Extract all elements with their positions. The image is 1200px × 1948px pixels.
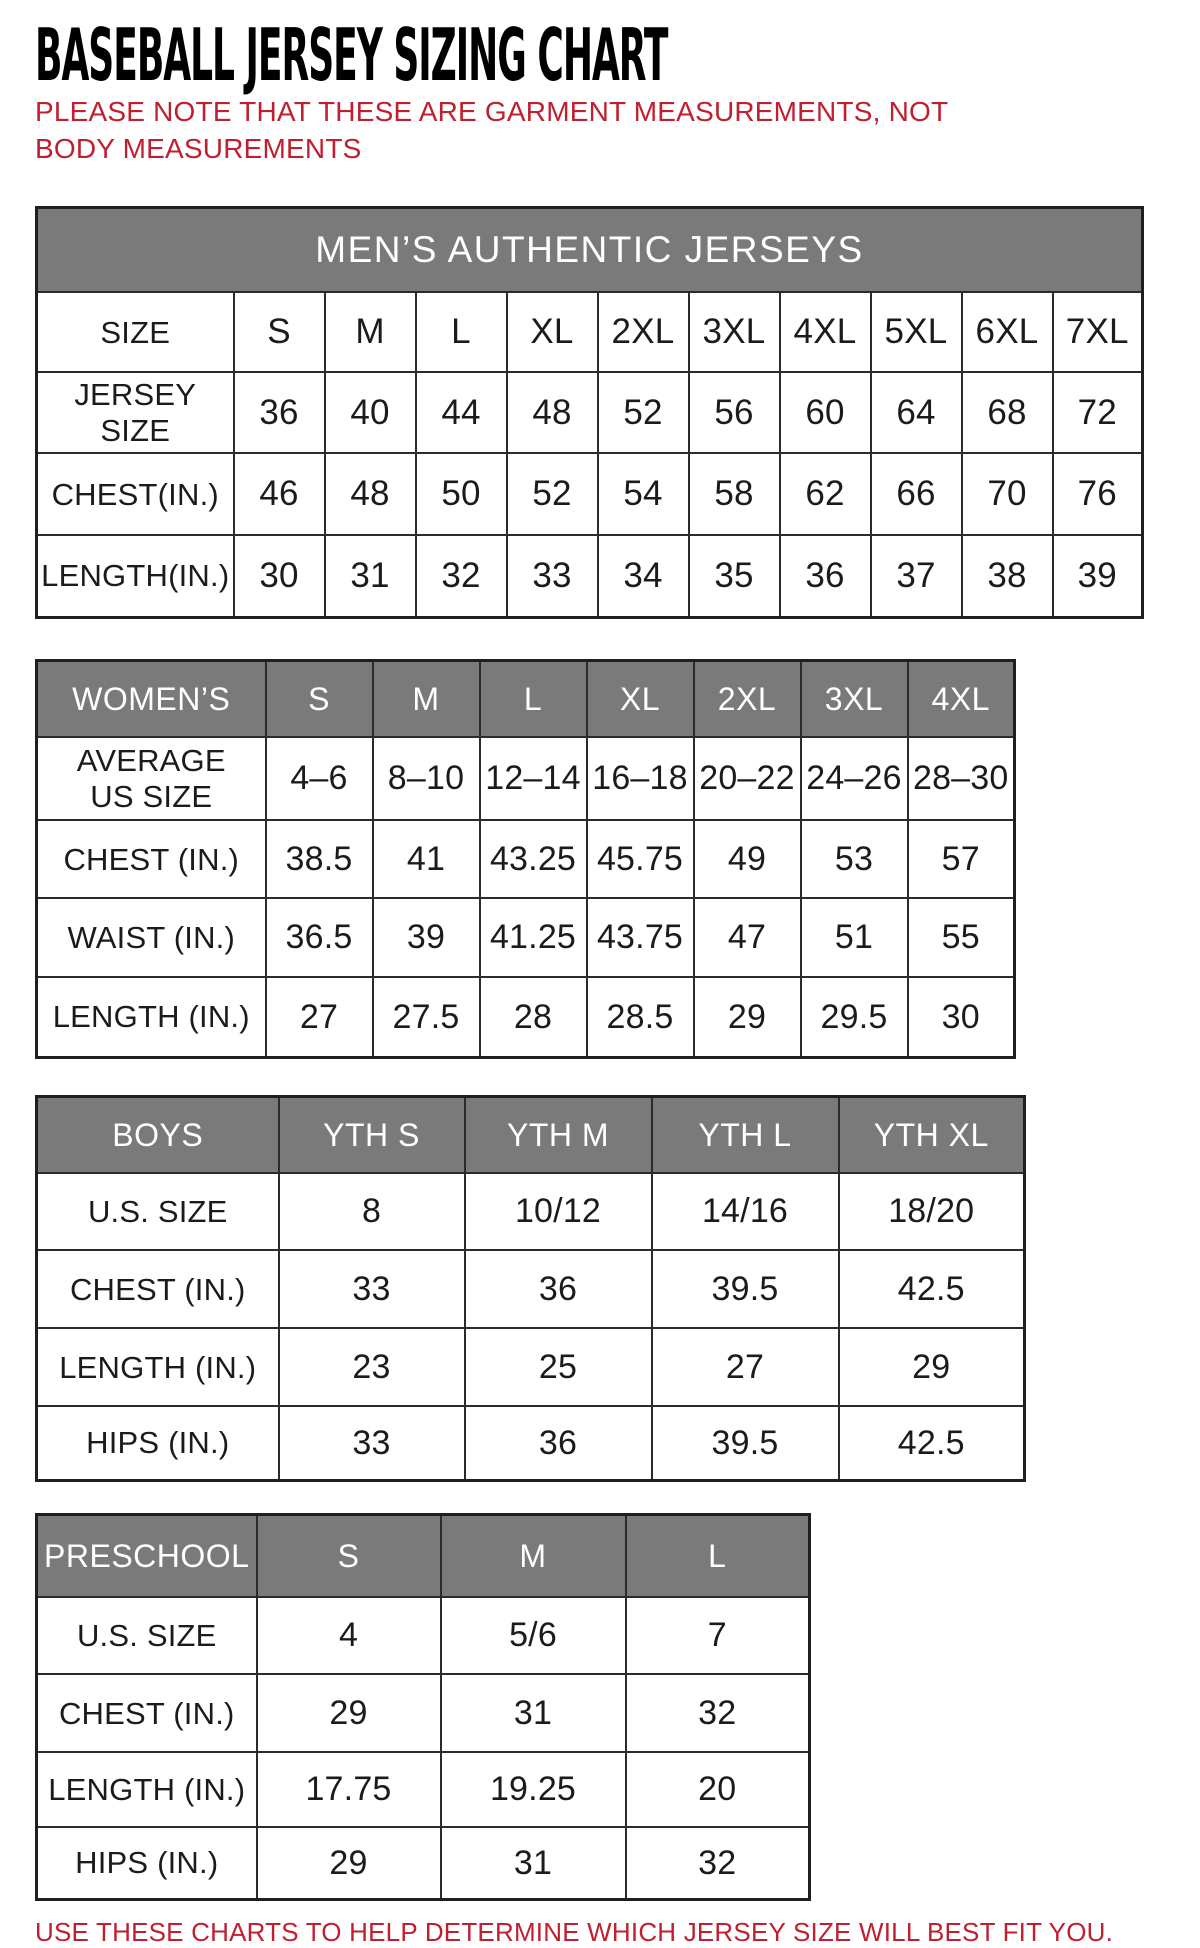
table-cell: 25 xyxy=(465,1328,652,1406)
table-cell: 56 xyxy=(689,372,780,453)
size-column-header: L xyxy=(480,660,587,737)
table-row xyxy=(37,820,1015,898)
size-column-header: 2XL xyxy=(694,660,801,737)
table-cell: 5/6 xyxy=(441,1597,626,1674)
size-column-header: XL xyxy=(587,660,694,737)
table-cell: 47 xyxy=(694,898,801,977)
table-cell: 28–30 xyxy=(908,737,1015,820)
table-cell: 38.5 xyxy=(266,820,373,898)
row-label: LENGTH (IN.) xyxy=(37,977,266,1057)
table-cell: M xyxy=(325,292,416,372)
table-cell: 4 xyxy=(257,1597,441,1674)
table-cell: 62 xyxy=(780,453,871,535)
size-column-header: YTH L xyxy=(652,1096,839,1173)
table-cell: 29 xyxy=(257,1827,441,1899)
table-cell: 30 xyxy=(234,535,325,617)
boys-size-table xyxy=(35,1095,1026,1482)
table-cell: 29.5 xyxy=(801,977,908,1057)
size-column-header: L xyxy=(626,1514,810,1597)
table-cell: 52 xyxy=(507,453,598,535)
table-cell: 5XL xyxy=(871,292,962,372)
table-cell: 16–18 xyxy=(587,737,694,820)
table-cell: 6XL xyxy=(962,292,1053,372)
table-cell: 4–6 xyxy=(266,737,373,820)
table-header-row xyxy=(37,660,1015,737)
table-cell: 38 xyxy=(962,535,1053,617)
table-row xyxy=(37,1597,810,1674)
size-column-header: S xyxy=(266,660,373,737)
table-cell: 14/16 xyxy=(652,1173,839,1250)
row-label: HIPS (IN.) xyxy=(37,1827,257,1899)
table-cell: 23 xyxy=(279,1328,465,1406)
row-label: SIZE xyxy=(37,292,234,372)
table-cell: 36 xyxy=(780,535,871,617)
table-cell: 29 xyxy=(839,1328,1025,1406)
table-cell: 31 xyxy=(325,535,416,617)
table-cell: 44 xyxy=(416,372,507,453)
table-cell: 37 xyxy=(871,535,962,617)
page-title-text: BASEBALL JERSEY SIZING CHART xyxy=(35,13,668,97)
mens-authentic-jerseys-table xyxy=(35,206,1144,619)
table-cell: 43.25 xyxy=(480,820,587,898)
table-cell: 53 xyxy=(801,820,908,898)
table-cell: 7 xyxy=(626,1597,810,1674)
row-label: LENGTH(IN.) xyxy=(37,535,234,617)
row-label: LENGTH (IN.) xyxy=(37,1328,279,1406)
garment-measurement-note: PLEASE NOTE THAT THESE ARE GARMENT MEASUREMENTS, NOT BODY MEASUREMENTS xyxy=(35,96,948,164)
size-column-header: YTH S xyxy=(279,1096,465,1173)
table-row xyxy=(37,1173,1025,1250)
table-cell: 20–22 xyxy=(694,737,801,820)
size-column-header: M xyxy=(373,660,480,737)
table-cell: 68 xyxy=(962,372,1053,453)
table-cell: 33 xyxy=(279,1406,465,1480)
row-label: CHEST (IN.) xyxy=(37,1250,279,1328)
table-cell: 28 xyxy=(480,977,587,1057)
table-row xyxy=(37,453,1143,535)
table-cell: 58 xyxy=(689,453,780,535)
row-label: HIPS (IN.) xyxy=(37,1406,279,1480)
size-column-header: 4XL xyxy=(908,660,1015,737)
row-label: U.S. SIZE xyxy=(37,1173,279,1250)
table-cell: 48 xyxy=(325,453,416,535)
table-cell: 18/20 xyxy=(839,1173,1025,1250)
table-cell: 10/12 xyxy=(465,1173,652,1250)
row-label: LENGTH (IN.) xyxy=(37,1752,257,1827)
table-row xyxy=(37,372,1143,453)
size-column-header: 3XL xyxy=(801,660,908,737)
table-cell: L xyxy=(416,292,507,372)
table-cell: 66 xyxy=(871,453,962,535)
table-cell: 46 xyxy=(234,453,325,535)
table-cell: 40 xyxy=(325,372,416,453)
row-label: WAIST (IN.) xyxy=(37,898,266,977)
table-cell: 48 xyxy=(507,372,598,453)
preschool-header-label: PRESCHOOL xyxy=(37,1514,257,1597)
table-cell: 35 xyxy=(689,535,780,617)
table-cell: 42.5 xyxy=(839,1406,1025,1480)
table-cell: 3XL xyxy=(689,292,780,372)
preschool-size-table xyxy=(35,1513,811,1901)
table-cell: 29 xyxy=(694,977,801,1057)
table-row xyxy=(37,292,1143,372)
table-cell: 8–10 xyxy=(373,737,480,820)
table-row xyxy=(37,1328,1025,1406)
table-cell: 39 xyxy=(373,898,480,977)
table-cell: 4XL xyxy=(780,292,871,372)
size-column-header: M xyxy=(441,1514,626,1597)
table-cell: 39 xyxy=(1053,535,1143,617)
size-column-header: YTH XL xyxy=(839,1096,1025,1173)
table-row xyxy=(37,535,1143,617)
table-cell: 20 xyxy=(626,1752,810,1827)
table-row xyxy=(37,898,1015,977)
fit-advice-note: USE THESE CHARTS TO HELP DETERMINE WHICH JERSEY SIZE WILL BEST FIT YOU. xyxy=(35,1916,1114,1947)
table-cell: 27 xyxy=(652,1328,839,1406)
table-cell: 24–26 xyxy=(801,737,908,820)
boys-header-label: BOYS xyxy=(37,1096,279,1173)
table-cell: 8 xyxy=(279,1173,465,1250)
table-cell: 76 xyxy=(1053,453,1143,535)
mens-banner-row xyxy=(37,207,1143,292)
table-cell: 12–14 xyxy=(480,737,587,820)
table-cell: 41 xyxy=(373,820,480,898)
table-cell: 64 xyxy=(871,372,962,453)
row-label: CHEST(IN.) xyxy=(37,453,234,535)
table-cell: 28.5 xyxy=(587,977,694,1057)
table-cell: 34 xyxy=(598,535,689,617)
table-row xyxy=(37,1827,810,1899)
table-cell: 2XL xyxy=(598,292,689,372)
table-cell: 27.5 xyxy=(373,977,480,1057)
womens-size-table xyxy=(35,659,1016,1059)
table-cell: 54 xyxy=(598,453,689,535)
row-label: U.S. SIZE xyxy=(37,1597,257,1674)
table-cell: S xyxy=(234,292,325,372)
table-row xyxy=(37,737,1015,820)
table-cell: 17.75 xyxy=(257,1752,441,1827)
size-column-header: YTH M xyxy=(465,1096,652,1173)
table-cell: 36.5 xyxy=(266,898,373,977)
table-cell: 30 xyxy=(908,977,1015,1057)
table-cell: 49 xyxy=(694,820,801,898)
row-label: CHEST (IN.) xyxy=(37,1674,257,1752)
table-cell: 32 xyxy=(416,535,507,617)
mens-table-title: MEN’S AUTHENTIC JERSEYS xyxy=(37,207,1143,292)
table-row xyxy=(37,977,1015,1057)
table-cell: 45.75 xyxy=(587,820,694,898)
table-cell: 39.5 xyxy=(652,1250,839,1328)
row-label: JERSEY SIZE xyxy=(37,372,234,453)
table-cell: 36 xyxy=(234,372,325,453)
table-cell: 55 xyxy=(908,898,1015,977)
table-cell: XL xyxy=(507,292,598,372)
page-title xyxy=(35,13,1170,97)
table-cell: 33 xyxy=(279,1250,465,1328)
table-cell: 39.5 xyxy=(652,1406,839,1480)
table-cell: 43.75 xyxy=(587,898,694,977)
table-cell: 36 xyxy=(465,1250,652,1328)
table-cell: 51 xyxy=(801,898,908,977)
table-cell: 33 xyxy=(507,535,598,617)
row-label: CHEST (IN.) xyxy=(37,820,266,898)
table-row xyxy=(37,1674,810,1752)
table-cell: 41.25 xyxy=(480,898,587,977)
table-cell: 7XL xyxy=(1053,292,1143,372)
table-cell: 57 xyxy=(908,820,1015,898)
table-cell: 31 xyxy=(441,1827,626,1899)
table-cell: 42.5 xyxy=(839,1250,1025,1328)
table-cell: 27 xyxy=(266,977,373,1057)
table-cell: 32 xyxy=(626,1674,810,1752)
table-row xyxy=(37,1406,1025,1480)
table-cell: 32 xyxy=(626,1827,810,1899)
table-header-row xyxy=(37,1514,810,1597)
table-cell: 60 xyxy=(780,372,871,453)
table-cell: 70 xyxy=(962,453,1053,535)
table-cell: 52 xyxy=(598,372,689,453)
table-row xyxy=(37,1250,1025,1328)
table-row xyxy=(37,1752,810,1827)
womens-header-label: WOMEN’S xyxy=(37,660,266,737)
table-cell: 50 xyxy=(416,453,507,535)
table-cell: 36 xyxy=(465,1406,652,1480)
table-cell: 19.25 xyxy=(441,1752,626,1827)
table-header-row xyxy=(37,1096,1025,1173)
table-cell: 31 xyxy=(441,1674,626,1752)
table-cell: 72 xyxy=(1053,372,1143,453)
table-cell: 29 xyxy=(257,1674,441,1752)
row-label: AVERAGE US SIZE xyxy=(37,737,266,820)
size-column-header: S xyxy=(257,1514,441,1597)
